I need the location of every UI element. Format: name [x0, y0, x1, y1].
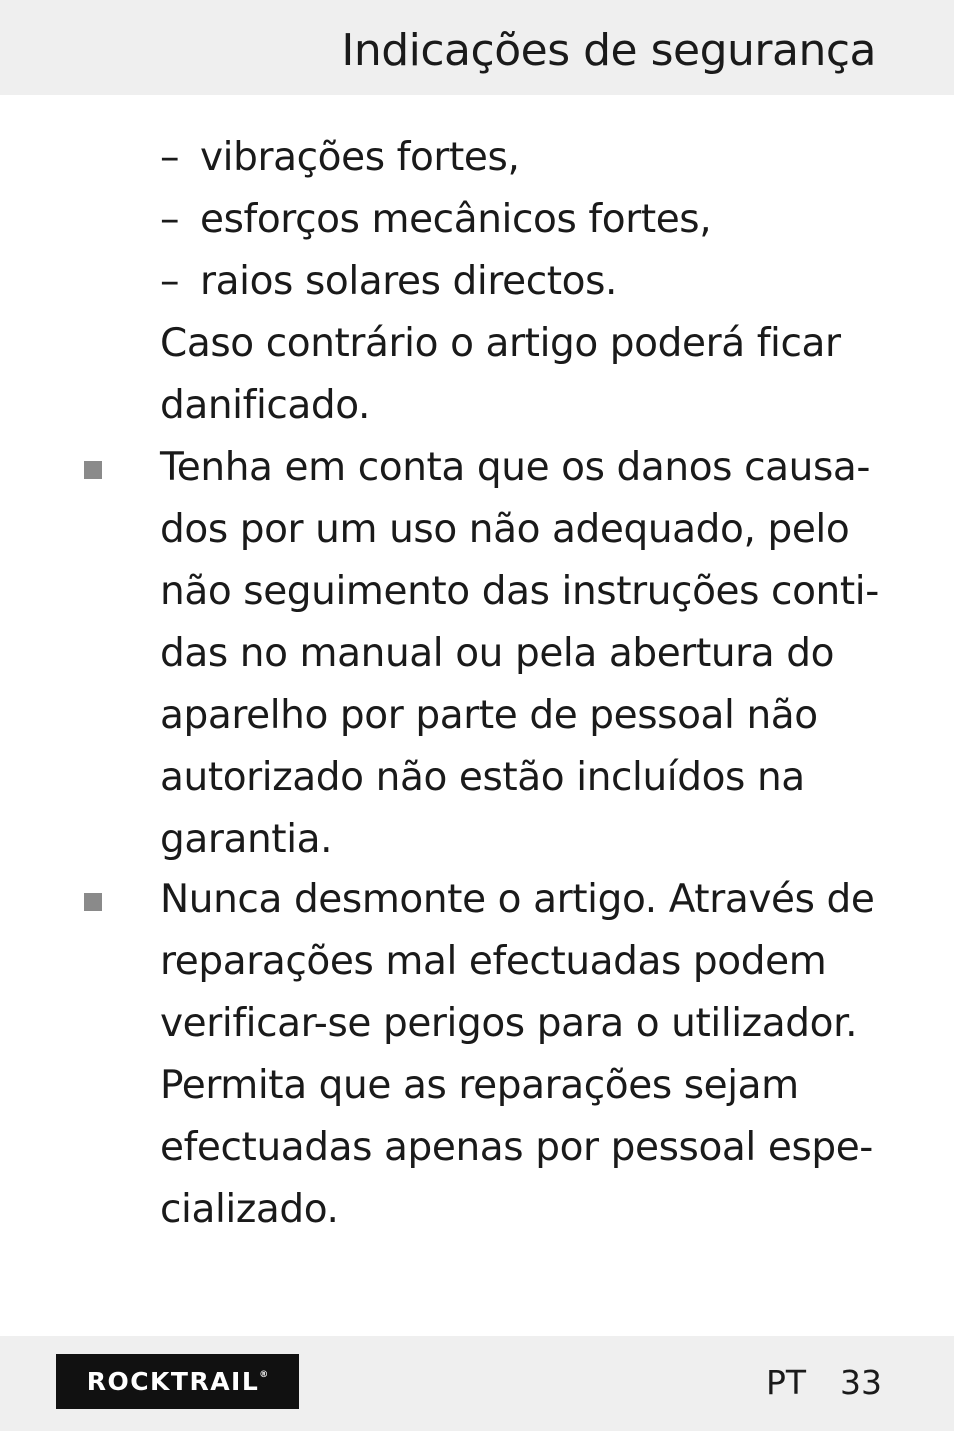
registered-mark: ® — [259, 1370, 269, 1380]
bullet-paragraph-line: reparações mal efectuadas podem — [160, 939, 827, 984]
dash-symbol: – — [160, 259, 180, 304]
bullet-paragraph-line: não seguimento das instruções conti- — [160, 569, 879, 614]
bullet-square-icon — [84, 461, 102, 479]
brand-logo — [56, 1354, 299, 1409]
bullet-paragraph-line: das no manual ou pela abertura do — [160, 631, 835, 676]
dash-item — [160, 189, 711, 251]
paragraph-line: Caso contrário o artigo poderá ficar — [160, 321, 841, 366]
dash-symbol: – — [160, 135, 180, 180]
bullet-paragraph-line: autorizado não estão incluídos na — [160, 755, 805, 800]
dash-item-text: vibrações fortes, — [200, 135, 520, 180]
bullet-paragraph-line: verificar-se perigos para o utilizador. — [160, 1001, 858, 1046]
dash-item-text: raios solares directos. — [200, 259, 618, 304]
bullet-paragraph-line: cializado. — [160, 1187, 339, 1232]
dash-item — [160, 251, 617, 313]
dash-item — [160, 127, 519, 189]
dash-symbol: – — [160, 197, 180, 242]
bullet-paragraph-line: garantia. — [160, 817, 333, 862]
page-footer — [0, 1336, 954, 1431]
dash-item-text: esforços mecânicos fortes, — [200, 197, 712, 242]
bullet-paragraph-line: aparelho por parte de pessoal não — [160, 693, 818, 738]
language-code: PT — [766, 1363, 807, 1402]
bullet-paragraph-line: Nunca desmonte o artigo. Através de — [160, 877, 875, 922]
bullet-paragraph-line: dos por um uso não adequado, pelo — [160, 507, 850, 552]
bullet-paragraph-line: Permita que as reparações sejam — [160, 1063, 799, 1108]
bullet-square-icon — [84, 893, 102, 911]
page-header — [0, 0, 954, 95]
bullet-paragraph-line: efectuadas apenas por pessoal espe- — [160, 1125, 873, 1170]
paragraph-line: danificado. — [160, 383, 371, 428]
page-number: 33 — [840, 1363, 882, 1402]
bullet-paragraph-line: Tenha em conta que os danos causa- — [160, 445, 871, 490]
brand-name: ROCKTRAIL — [86, 1367, 260, 1396]
section-title: Indicações de segurança — [341, 25, 876, 76]
